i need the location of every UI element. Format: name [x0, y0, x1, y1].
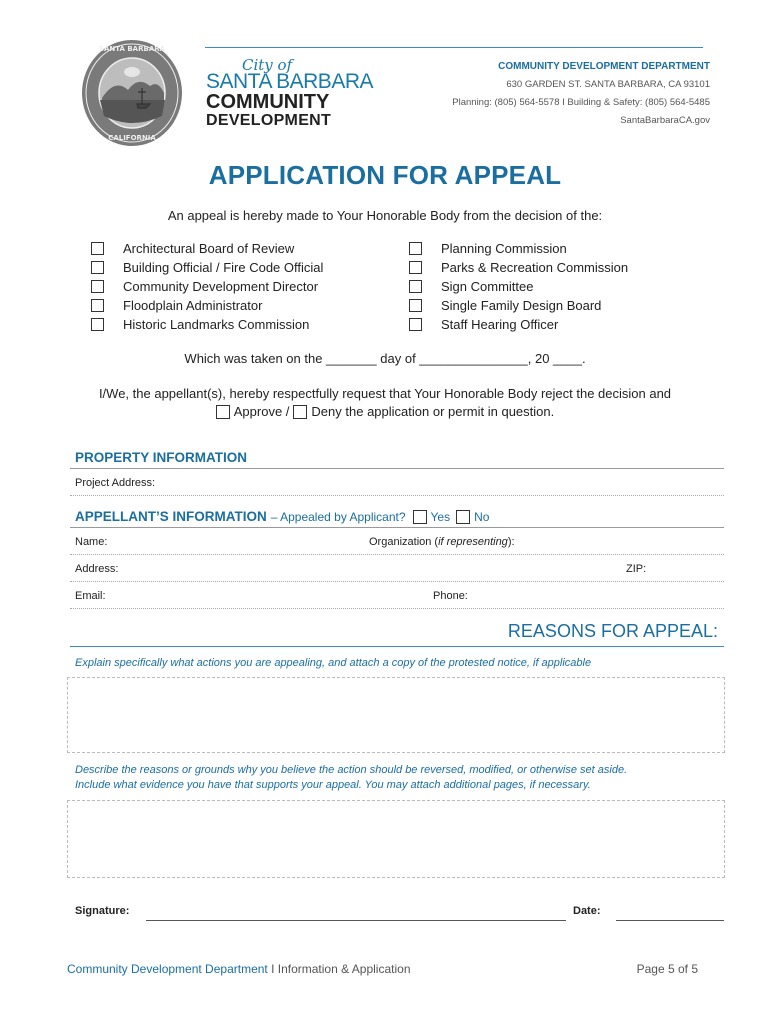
section-rule [70, 527, 724, 528]
body-option[interactable]: Building Official / Fire Code Official [91, 258, 323, 277]
organization-label: Organization (if representing): [369, 536, 515, 548]
request-text: I/We, the appellant(s), hereby respectfully request that Your Honorable Body reject the decision and [98, 386, 672, 401]
header-phones: Planning: (805) 564-5578 I Building & Safety: (805) 564-5485 [452, 97, 710, 108]
property-section-title: PROPERTY INFORMATION [75, 450, 248, 465]
checkbox[interactable] [409, 318, 422, 331]
checkbox[interactable] [91, 299, 104, 312]
address-label: Address: [75, 563, 119, 575]
body-option[interactable]: Single Family Design Board [409, 296, 628, 315]
body-option[interactable]: Staff Hearing Officer [409, 315, 628, 334]
body-option[interactable]: Community Development Director [91, 277, 323, 296]
footer-left [67, 962, 411, 976]
header-dept: COMMUNITY DEVELOPMENT DEPARTMENT [498, 61, 710, 72]
appellant-section-title: APPELLANT’S INFORMATION [75, 509, 267, 524]
date-label: Date: [573, 905, 601, 917]
project-address-label: Project Address: [75, 477, 156, 489]
applicant-yes-checkbox[interactable] [413, 510, 427, 524]
header-rule [205, 47, 703, 48]
logo-line1-text: COMMUNITY [206, 91, 330, 113]
bodies-right-list [409, 239, 628, 334]
header-contact-block [290, 58, 710, 130]
footer-section: I Information & Application [267, 962, 411, 976]
address-field[interactable] [70, 581, 724, 582]
zip-label: ZIP: [626, 563, 647, 575]
svg-text:SANTA BARBARA: SANTA BARBARA [98, 45, 166, 53]
applicant-no-checkbox[interactable] [456, 510, 470, 524]
name-label: Name: [75, 536, 108, 548]
checkbox[interactable] [91, 261, 104, 274]
checkbox[interactable] [91, 280, 104, 293]
deny-label: Deny the application or permit in question. [311, 404, 555, 419]
header-website[interactable]: SantaBarbaraCA.gov [620, 115, 710, 126]
page-number: Page 5 of 5 [636, 962, 698, 976]
body-option[interactable]: Parks & Recreation Commission [409, 258, 628, 277]
checkbox[interactable] [409, 299, 422, 312]
checkbox[interactable] [91, 318, 104, 331]
bodies-left-list [91, 239, 323, 334]
page-title: APPLICATION FOR APPEAL [208, 160, 562, 190]
request-options [0, 404, 770, 419]
name-field[interactable] [70, 554, 724, 555]
header-address: 630 GARDEN ST. SANTA BARBARA, CA 93101 [506, 79, 710, 90]
body-option[interactable]: Historic Landmarks Commission [91, 315, 323, 334]
deny-checkbox[interactable] [293, 405, 307, 419]
body-option[interactable]: Floodplain Administrator [91, 296, 323, 315]
body-option[interactable]: Sign Committee [409, 277, 628, 296]
body-option[interactable]: Planning Commission [409, 239, 628, 258]
intro-text: An appeal is hereby made to Your Honorable Body from the decision of the: [167, 208, 603, 223]
reasons-rule [70, 646, 724, 647]
approve-checkbox[interactable] [216, 405, 230, 419]
signature-label: Signature: [75, 905, 130, 917]
appellant-section-header [75, 509, 489, 524]
logo-line2-text: DEVELOPMENT [206, 112, 332, 129]
yes-label: Yes [430, 509, 451, 524]
decision-date-line[interactable]: Which was taken on the _______ day of _______________, 20 ____. [184, 351, 586, 366]
body-option[interactable]: Architectural Board of Review [91, 239, 323, 258]
checkbox[interactable] [409, 261, 422, 274]
no-label: No [474, 509, 490, 524]
logo-name-text: SANTA BARBARA [206, 70, 373, 93]
reasons-hint-2a: Describe the reasons or grounds why you believe the action should be reversed, modified, or otherwise set aside. [75, 764, 628, 776]
signature-field[interactable] [146, 920, 566, 921]
project-address-field[interactable] [70, 495, 724, 496]
checkbox[interactable] [409, 242, 422, 255]
city-seal-logo [80, 38, 184, 148]
appellant-subtitle: – Appealed by Applicant? [270, 509, 406, 524]
reasons-textbox[interactable] [67, 800, 725, 878]
checkbox[interactable] [409, 280, 422, 293]
phone-label: Phone: [433, 590, 468, 602]
email-label: Email: [75, 590, 106, 602]
reasons-hint-1: Explain specifically what actions you are appealing, and attach a copy of the protested notice, if applicable [75, 657, 592, 669]
reasons-hint-2b: Include what evidence you have that supports your appeal. You may attach additional pages, if necessary. [75, 779, 591, 791]
logo-city-text: City of [242, 56, 293, 74]
footer-dept: Community Development Department [67, 962, 268, 976]
date-field[interactable] [616, 920, 724, 921]
approve-label: Approve / [233, 404, 290, 419]
reasons-section-title: REASONS FOR APPEAL: [507, 621, 718, 641]
svg-text:CALIFORNIA: CALIFORNIA [108, 134, 156, 142]
checkbox[interactable] [91, 242, 104, 255]
email-field[interactable] [70, 608, 724, 609]
actions-appealed-textbox[interactable] [67, 677, 725, 753]
section-rule [70, 468, 724, 469]
